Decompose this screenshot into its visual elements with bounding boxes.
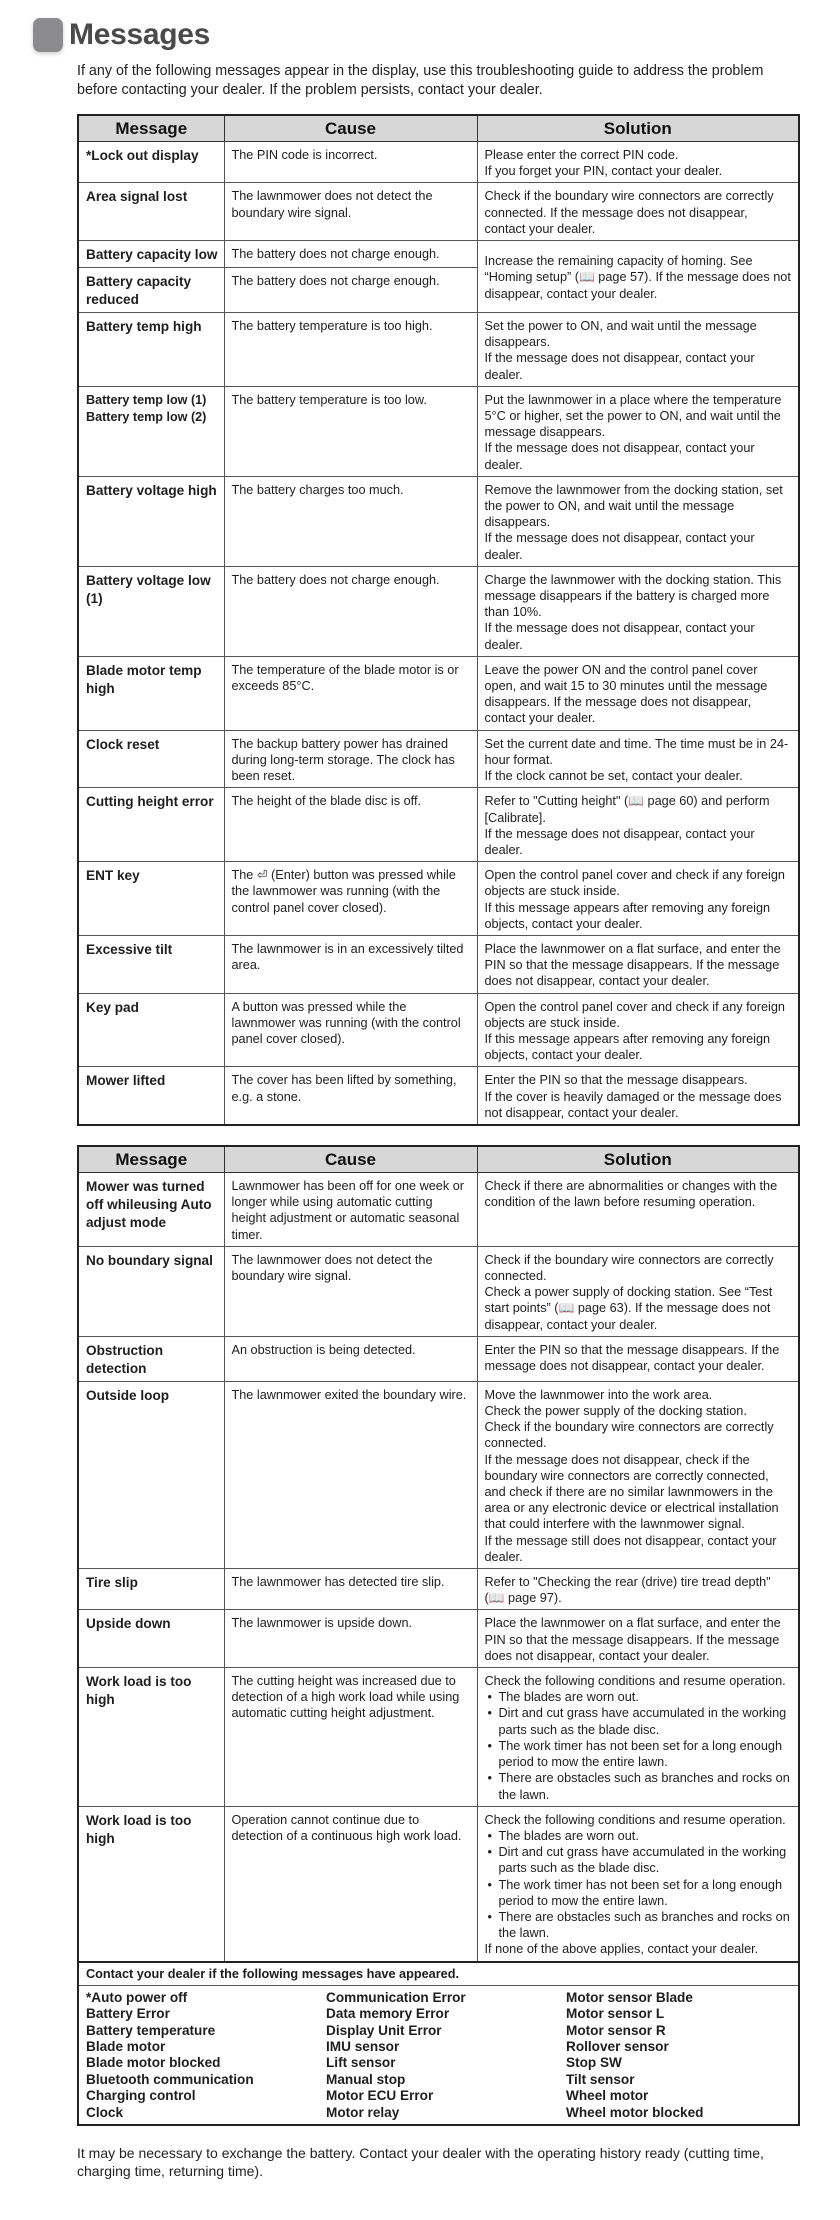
solution-line: Refer to "Cutting height" (📖 page 60) and perform [Calibrate]. xyxy=(484,794,770,825)
contact-message-item: Battery temperature xyxy=(86,2022,216,2038)
contact-message-item: IMU sensor xyxy=(326,2038,400,2054)
solution-line: If the cover is heavily damaged or the message does not disappear, contact your dealer. xyxy=(484,1089,782,1120)
solution-line: Check if the boundary wire connectors are correctly connected. xyxy=(484,1252,774,1284)
solution-line: Check if there are abnormalities or changes with the condition of the lawn before resuming operation. xyxy=(484,1179,778,1210)
solution-cell xyxy=(477,862,799,936)
solution-bullet: • The blades are worn out. xyxy=(485,1689,793,1705)
contact-message-item: Blade motor blocked xyxy=(86,2055,221,2071)
solution-line: If the message does not disappear, contact your dealer. xyxy=(484,441,755,472)
solution-bullet: • Dirt and cut grass have accumulated in the working parts such as the blade disc. xyxy=(485,1844,793,1876)
messages-table-1 xyxy=(77,114,800,1126)
solution-line: Remove the lawnmower from the docking station, set the power to ON, and wait until the message disappears. xyxy=(484,482,783,530)
solution-cell xyxy=(477,476,799,566)
solution-line: Check the following conditions and resume operation. xyxy=(484,1812,786,1827)
contact-message-item: Bluetooth communication xyxy=(86,2071,254,2087)
table-row xyxy=(78,656,799,730)
solution-line: Please enter the correct PIN code. xyxy=(484,148,679,162)
cause-cell: The lawnmower is in an excessively tilted area. xyxy=(224,935,477,993)
table-row xyxy=(78,241,799,268)
solution-cell xyxy=(477,1173,799,1247)
table-row xyxy=(78,1173,799,1247)
solution-line: If this message appears after removing any foreign objects, contact your dealer. xyxy=(484,900,771,931)
table-row xyxy=(78,566,799,656)
table-header-row xyxy=(78,115,799,142)
message-cell: Clock reset xyxy=(78,730,224,788)
cause-cell: The lawnmower has detected tire slip. xyxy=(224,1569,477,1610)
cause-cell: The height of the blade disc is off. xyxy=(224,788,477,862)
solution-cell xyxy=(477,1569,799,1610)
cause-cell: The lawnmower exited the boundary wire. xyxy=(224,1381,477,1568)
solution-line: Check the power supply of the docking station. xyxy=(484,1404,747,1419)
message-cell: Key pad xyxy=(78,993,224,1067)
solution-line: If you forget your PIN, contact your dealer. xyxy=(484,164,723,179)
contact-message-item: Lift sensor xyxy=(326,2055,396,2071)
table-row xyxy=(78,1610,799,1668)
solution-cell xyxy=(477,566,799,656)
solution-cell xyxy=(477,935,799,993)
contact-message-item: *Auto power off xyxy=(86,1989,188,2005)
table-row xyxy=(78,1569,799,1610)
solution-cell xyxy=(477,730,799,788)
contact-message-item: Data memory Error xyxy=(326,2006,450,2022)
contact-column xyxy=(566,1990,791,2121)
cause-cell: The battery does not charge enough. xyxy=(224,566,477,656)
solution-line: Leave the power ON and the control panel cover open, and wait 15 to 30 minutes until the message disappears. If the message does not disappear, contact your dealer. xyxy=(484,662,768,726)
message-cell: Cutting height error xyxy=(78,788,224,862)
cause-cell: A button was pressed while the lawnmower was running (with the control panel cover closed). xyxy=(224,993,477,1067)
cause-cell: The battery temperature is too high. xyxy=(224,313,477,387)
message-cell: Work load is too high xyxy=(78,1668,224,1807)
contact-message-item: Motor ECU Error xyxy=(326,2088,434,2104)
table-row xyxy=(78,1336,799,1381)
solution-cell xyxy=(477,1067,799,1125)
solution-cell xyxy=(477,313,799,387)
table-row xyxy=(78,1806,799,1961)
message-cell: Tire slip xyxy=(78,1569,224,1610)
message-cell: *Lock out display xyxy=(78,142,224,183)
table-row xyxy=(78,476,799,566)
solution-line: Check the following conditions and resume operation. xyxy=(484,1674,786,1689)
solution-line: Set the current date and time. The time must be in 24-hour format. xyxy=(484,736,789,767)
table-row xyxy=(78,313,799,387)
intro-paragraph: If any of the following messages appear in the display, use this troubleshooting guide to address the problem before contacting your dealer. If the problem persists, contact your dealer. xyxy=(77,63,764,98)
solution-line: If the message does not disappear, contact your dealer. xyxy=(484,621,755,652)
cause-cell: The backup battery power has drained during long-term storage. The clock has been reset. xyxy=(224,730,477,788)
table-row xyxy=(78,1668,799,1807)
column-header-message: Message xyxy=(78,1146,224,1173)
solution-cell xyxy=(477,1336,799,1381)
message-cell: Upside down xyxy=(78,1610,224,1668)
contact-message-item: Motor sensor L xyxy=(566,2006,665,2022)
contact-message-item: Stop SW xyxy=(566,2055,622,2071)
column-header-cause: Cause xyxy=(224,1146,477,1173)
solution-bullet: • The work timer has not been set for a long enough period to mow the entire lawn. xyxy=(485,1877,793,1909)
solution-line: Open the control panel cover and check if any foreign objects are stuck inside. xyxy=(484,868,785,899)
message-cell: Battery voltage high xyxy=(78,476,224,566)
section-tab-icon xyxy=(33,18,63,52)
solution-bullet-list xyxy=(485,1689,793,1802)
cause-cell: The battery charges too much. xyxy=(224,476,477,566)
solution-line: Enter the PIN so that the message disappears. If the message does not disappear, contact your dealer. xyxy=(484,1342,780,1374)
cause-cell: An obstruction is being detected. xyxy=(224,1336,477,1381)
message-line: Battery temp low (1) xyxy=(86,392,207,407)
table-row xyxy=(78,183,799,241)
column-header-cause: Cause xyxy=(224,115,477,142)
solution-line: Place the lawnmower on a flat surface, and enter the PIN so that the message disappears. If the message does not disappear, contact your dealer. xyxy=(484,1616,781,1663)
table-row xyxy=(78,788,799,862)
solution-cell xyxy=(477,241,799,313)
cause-cell: Operation cannot continue due to detection of a continuous high work load. xyxy=(224,1806,477,1961)
solution-cell xyxy=(477,183,799,241)
cause-cell: Lawnmower has been off for one week or longer while using automatic cutting height adjustment or automatic seasonal timer. xyxy=(224,1173,477,1247)
table-row xyxy=(78,1067,799,1125)
solution-cell xyxy=(477,142,799,183)
contact-dealer-heading-row xyxy=(78,1962,799,1986)
solution-line: Charge the lawnmower with the docking station. This message disappears if the battery is charged more than 10%. xyxy=(484,572,782,620)
table-row xyxy=(78,935,799,993)
column-header-solution: Solution xyxy=(477,1146,799,1173)
contact-message-item: Wheel motor xyxy=(566,2088,649,2104)
cause-cell: The lawnmower is upside down. xyxy=(224,1610,477,1668)
contact-message-item: Motor sensor Blade xyxy=(566,1989,693,2005)
solution-line: Enter the PIN so that the message disappears. xyxy=(484,1073,748,1088)
message-line: Battery temp low (2) xyxy=(86,409,207,424)
contact-message-item: Manual stop xyxy=(326,2071,406,2087)
solution-bullet: • There are obstacles such as branches and rocks on the lawn. xyxy=(485,1770,793,1802)
solution-line: If the message does not disappear, check if the boundary wire connectors are correctly connected, and check if there are no similar lawnmowers in the area or any electronic device or electrical installation that could interfere with the lawnmower signal. xyxy=(484,1452,779,1532)
contact-dealer-list-row xyxy=(78,1985,799,2125)
table-row xyxy=(78,862,799,936)
cause-cell: The temperature of the blade motor is or exceeds 85°C. xyxy=(224,656,477,730)
solution-line: If the message does not disappear, contact your dealer. xyxy=(484,351,755,382)
message-cell: No boundary signal xyxy=(78,1246,224,1336)
contact-message-item: Tilt sensor xyxy=(566,2071,635,2087)
message-cell: Outside loop xyxy=(78,1381,224,1568)
table-row xyxy=(78,142,799,183)
solution-line: Check a power supply of docking station. See “Test start points” (📖 page 63). If the message does not disappear, contact your dealer. xyxy=(484,1285,773,1332)
solution-line: If none of the above applies, contact your dealer. xyxy=(484,1942,759,1957)
contact-dealer-message-list xyxy=(86,1986,791,2124)
solution-line: If the message still does not disappear, contact your dealer. xyxy=(484,1533,777,1564)
solution-line: Place the lawnmower on a flat surface, and enter the PIN so that the message disappears. If the message does not disappear, contact your dealer. xyxy=(484,941,781,989)
solution-cell xyxy=(477,1668,799,1807)
cause-cell: The cutting height was increased due to detection of a high work load while using automatic cutting height adjustment. xyxy=(224,1668,477,1807)
solution-bullet: • There are obstacles such as branches and rocks on the lawn. xyxy=(485,1909,793,1941)
solution-line: Check if the boundary wire connectors are correctly connected. xyxy=(484,1420,774,1451)
solution-cell xyxy=(477,1246,799,1336)
contact-dealer-heading: Contact your dealer if the following messages have appeared. xyxy=(78,1962,799,1986)
column-header-message: Message xyxy=(78,115,224,142)
message-cell: Obstruction detection xyxy=(78,1336,224,1381)
message-cell: Excessive tilt xyxy=(78,935,224,993)
cause-cell: The battery does not charge enough. xyxy=(224,268,477,313)
solution-cell xyxy=(477,993,799,1067)
message-cell: Mower lifted xyxy=(78,1067,224,1125)
table-row xyxy=(78,1246,799,1336)
cause-cell: The cover has been lifted by something, e.g. a stone. xyxy=(224,1067,477,1125)
table-row xyxy=(78,1381,799,1568)
solution-line: Move the lawnmower into the work area. xyxy=(484,1387,713,1402)
message-cell: Work load is too high xyxy=(78,1806,224,1961)
solution-line: If the clock cannot be set, contact your dealer. xyxy=(484,769,743,784)
solution-bullet: • The blades are worn out. xyxy=(485,1828,793,1844)
contact-message-item: Rollover sensor xyxy=(566,2038,669,2054)
solution-line: If this message appears after removing any foreign objects, contact your dealer. xyxy=(484,1031,771,1063)
message-cell: ENT key xyxy=(78,862,224,936)
page-header xyxy=(33,18,210,52)
message-cell: Mower was turned off whileusing Auto adjust mode xyxy=(78,1173,224,1247)
cause-cell: The lawnmower does not detect the boundary wire signal. xyxy=(224,1246,477,1336)
contact-message-item: Motor relay xyxy=(326,2104,400,2120)
cause-cell: The battery temperature is too low. xyxy=(224,386,477,476)
table-row xyxy=(78,730,799,788)
solution-line: Set the power to ON, and wait until the message disappears. xyxy=(484,319,757,350)
solution-cell xyxy=(477,656,799,730)
solution-line: Refer to "Checking the rear (drive) tire tread depth" (📖 page 97). xyxy=(484,1575,771,1606)
contact-message-item: Clock xyxy=(86,2104,124,2120)
cause-cell: The battery does not charge enough. xyxy=(224,241,477,268)
solution-cell xyxy=(477,1806,799,1961)
solution-bullet-list xyxy=(485,1828,793,1941)
table-header-row xyxy=(78,1146,799,1173)
contact-message-item: Battery Error xyxy=(86,2006,170,2022)
solution-line: Check if the boundary wire connectors are correctly connected. If the message does not disappear, contact your dealer. xyxy=(484,189,774,236)
contact-message-item: Blade motor xyxy=(86,2038,166,2054)
table-row xyxy=(78,386,799,476)
contact-message-item: Communication Error xyxy=(326,1989,466,2005)
message-cell: Battery voltage low (1) xyxy=(78,566,224,656)
table-row xyxy=(78,993,799,1067)
footer-note: It may be necessary to exchange the battery. Contact your dealer with the operating history ready (cutting time, charging time, returning time). xyxy=(77,2145,764,2180)
solution-cell xyxy=(477,1381,799,1568)
contact-message-item: Motor sensor R xyxy=(566,2022,666,2038)
contact-message-item: Charging control xyxy=(86,2088,196,2104)
messages-table-2 xyxy=(77,1145,800,2126)
solution-bullet: • The work timer has not been set for a long enough period to mow the entire lawn. xyxy=(485,1738,793,1770)
message-cell xyxy=(78,386,224,476)
cause-cell: The ⏎ (Enter) button was pressed while the lawnmower was running (with the control panel cover closed). xyxy=(224,862,477,936)
solution-line: Increase the remaining capacity of homing. See “Homing setup” (📖 page 57). If the message does not disappear, contact your dealer. xyxy=(484,254,791,301)
contact-message-item: Wheel motor blocked xyxy=(566,2104,704,2120)
solution-bullet: • Dirt and cut grass have accumulated in the working parts such as the blade disc. xyxy=(485,1705,793,1737)
message-cell: Blade motor temp high xyxy=(78,656,224,730)
solution-cell xyxy=(477,1610,799,1668)
solution-cell xyxy=(477,386,799,476)
solution-line: Put the lawnmower in a place where the temperature 5°C or higher, set the power to ON, and wait until the message disappears. xyxy=(484,392,782,440)
contact-message-item: Display Unit Error xyxy=(326,2022,442,2038)
column-header-solution: Solution xyxy=(477,115,799,142)
cause-cell: The lawnmower does not detect the boundary wire signal. xyxy=(224,183,477,241)
page-title: Messages xyxy=(69,18,211,51)
contact-column xyxy=(326,1990,566,2121)
message-cell: Battery capacity reduced xyxy=(78,268,224,313)
solution-line: If the message does not disappear, contact your dealer. xyxy=(484,826,755,857)
message-cell: Battery capacity low xyxy=(78,241,224,268)
message-cell: Battery temp high xyxy=(78,313,224,387)
solution-line: Open the control panel cover and check if any foreign objects are stuck inside. xyxy=(484,999,785,1030)
cause-cell: The PIN code is incorrect. xyxy=(224,142,477,183)
contact-column xyxy=(86,1990,326,2121)
message-cell: Area signal lost xyxy=(78,183,224,241)
solution-line: If the message does not disappear, contact your dealer. xyxy=(484,531,755,562)
solution-cell xyxy=(477,788,799,862)
